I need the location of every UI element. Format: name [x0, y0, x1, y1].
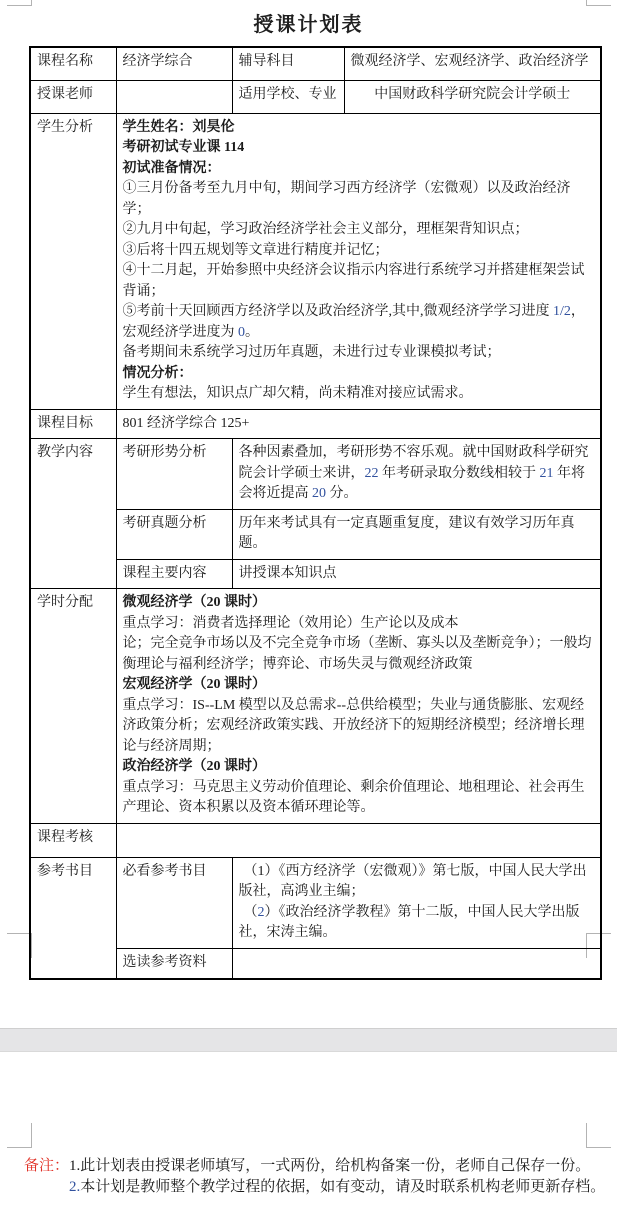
references-label: 参考书目	[30, 857, 116, 979]
student-analysis-label: 学生分析	[30, 113, 116, 409]
crop-mark-page1-top-left	[7, 0, 32, 6]
row-teaching-content-2	[30, 509, 601, 559]
course-goal-value: 801 经济学综合 125+	[116, 409, 601, 439]
past-papers-label: 考研真题分析	[116, 509, 232, 559]
page-separator	[0, 1028, 617, 1052]
tutoring-subject-value: 微观经济学、宏观经济学、政治经济学	[344, 47, 601, 80]
teacher-label: 授课老师	[30, 80, 116, 113]
course-goal-label: 课程目标	[30, 409, 116, 439]
hours-allocation-content: 微观经济学（20 课时） 重点学习：消费者选择理论（效用论）生产论以及成本 论；完全竞争市场以及不完全竞争市场（垄断、寡头以及垄断竞争）；一般均衡理论与福利经济学；博弈论、市场失灵与微观经济政策 宏观经济学（20 课时） 重点学习：IS--LM 模型以及总需求--总供给模型；失业与通货膨胀、宏观经济政策分析；宏观经济政策实践、开放经济下的短期经济模型；经济增长理论与经济周期； 政治经济学（20 课时） 重点学习：马克思主义劳动价值理论、剩余价值理论、地租理论、社会再生产理论、资本积累以及资本循环理论等。	[116, 589, 601, 824]
row-teaching-content-1	[30, 439, 601, 510]
main-content-value: 讲授课本知识点	[232, 559, 601, 589]
teaching-content-label: 教学内容	[30, 439, 116, 589]
required-books-label: 必看参考书目	[116, 857, 232, 948]
tutoring-subject-label: 辅导科目	[232, 47, 344, 80]
student-analysis-content: 学生姓名：刘昊伦 考研初试专业课 114 初试准备情况： ①三月份备考至九月中旬，期间学习西方经济学（宏微观）以及政治经济学； ②九月中旬起，学习政治经济学社会主义部分，理框架背知识点； ③后将十四五规划等文章进行精度并记忆； ④十二月起，开始参照中央经济会议指示内容进行系统学习并搭建框架尝试背诵； ⑤考前十天回顾西方经济学以及政治经济学,其中,微观经济学学习进度 1/2， 宏观经济学进度为 0。 备考期间未系统学习过历年真题，未进行过专业课模拟考试； 情况分析： 学生有想法，知识点广却欠精，尚未精准对接应试需求。	[116, 113, 601, 409]
assessment-label: 课程考核	[30, 823, 116, 857]
row-hours-allocation	[30, 589, 601, 824]
optional-materials-value	[232, 948, 601, 979]
required-books-content: （1）《西方经济学（宏微观）》第七版，中国人民大学出版社，高鸿业主编； （2）《政治经济学教程》第十二版，中国人民大学出版社，宋涛主编。	[232, 857, 601, 948]
main-content-label: 课程主要内容	[116, 559, 232, 589]
document-title: 授课计划表	[253, 14, 364, 36]
row-teaching-content-3	[30, 559, 601, 589]
row-assessment	[30, 823, 601, 857]
school-major-value: 中国财政科学研究院会计学硕士	[344, 80, 601, 113]
school-major-label: 适用学校、专业	[232, 80, 344, 113]
exam-situation-label: 考研形势分析	[116, 439, 232, 510]
row-course-name	[30, 47, 601, 80]
optional-materials-label: 选读参考资料	[116, 948, 232, 979]
row-references-2	[30, 948, 601, 979]
crop-mark-page1-top-right	[586, 0, 611, 6]
lesson-plan-table	[29, 46, 602, 980]
hours-allocation-label: 学时分配	[30, 589, 116, 824]
exam-situation-content: 各种因素叠加，考研形势不容乐观。就中国财政科学研究院会计学硕士来讲，22 年考研录取分数线相较于 21 年将会将近提高 20 分。	[232, 439, 601, 510]
row-teacher	[30, 80, 601, 113]
crop-mark-page2-top-left	[7, 1123, 32, 1148]
course-name-label: 课程名称	[30, 47, 116, 80]
teacher-value	[116, 80, 232, 113]
remarks-label: 备注：	[24, 1158, 70, 1174]
course-name-value: 经济学综合	[116, 47, 232, 80]
row-course-goal	[30, 409, 601, 439]
assessment-value	[116, 823, 601, 857]
past-papers-content: 历年来考试具有一定真题重复度，建议有效学习历年真题。	[232, 509, 601, 559]
remarks-items: 1.此计划表由授课老师填写，一式两份，给机构备案一份，老师自己保存一份。 2.本计划是教师整个教学过程的依据，如有变动，请及时联系机构老师更新存档。	[69, 1158, 606, 1195]
crop-mark-page2-top-right	[586, 1123, 611, 1148]
remarks	[24, 1156, 606, 1198]
row-references-1	[30, 857, 601, 948]
row-student-analysis	[30, 113, 601, 409]
